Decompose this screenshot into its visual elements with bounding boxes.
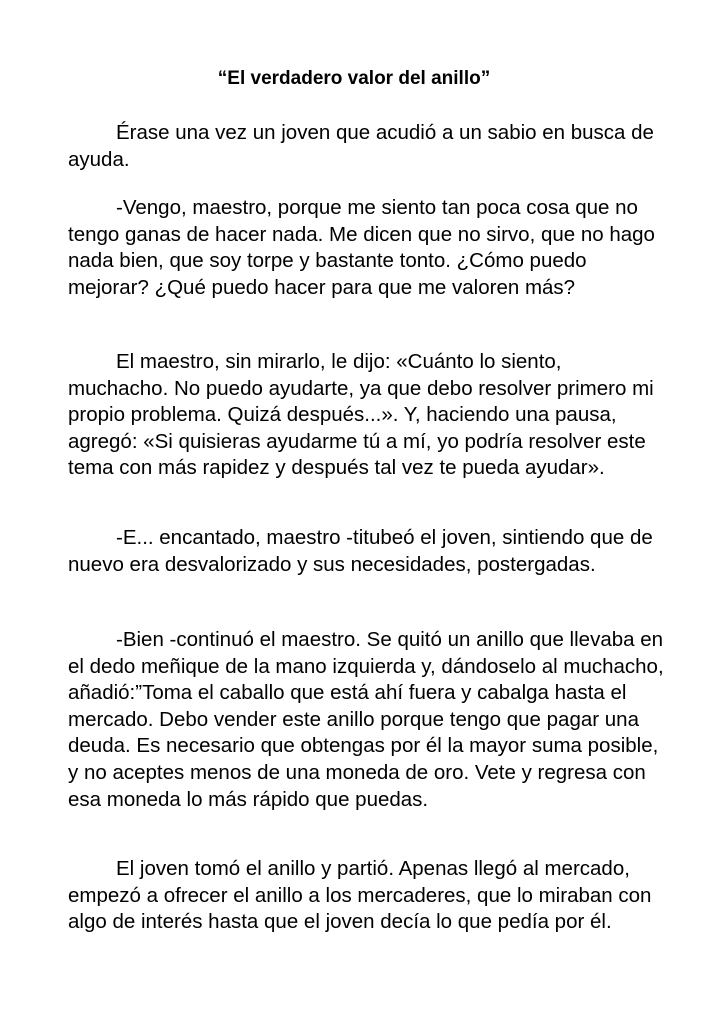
document-title: “El verdadero valor del anillo” xyxy=(217,68,491,89)
paragraph-young-man-agrees: -E... encantado, maestro -titubeó el joven, sintiendo que de nuevo era desvalorizado y sus necesidades, postergadas. xyxy=(68,526,653,576)
paragraph-master-reply: El maestro, sin mirarlo, le dijo: «Cuánto lo siento, muchacho. No puedo ayudarte, ya que debo resolver primero mi propio problema. Quizá después...». Y, haciendo una pausa, agregó: «Si quisieras ayudarme tú a mí, yo podría resolver este tema con más rapidez y después tal vez te pueda ayudar». xyxy=(68,350,654,480)
paragraph-market: El joven tomó el anillo y partió. Apenas llegó al mercado, empezó a ofrecer el anillo a los mercaderes, que lo miraban con algo de interés hasta que el joven decía lo que pedía por él. xyxy=(68,857,652,934)
paragraph-intro: Érase una vez un joven que acudió a un sabio en busca de ayuda. xyxy=(68,121,654,171)
paragraph-young-man-plea: -Vengo, maestro, porque me siento tan poca cosa que no tengo ganas de hacer nada. Me dicen que no sirvo, que no hago nada bien, que soy torpe y bastante tonto. ¿Cómo puedo mejorar? ¿Qué puedo hacer para que me valoren más? xyxy=(68,196,655,299)
paragraph-ring-task: -Bien -continuó el maestro. Se quitó un anillo que llevaba en el dedo meñique de la mano izquierda y, dándoselo al muchacho, añadió:”Toma el caballo que está ahí fuera y cabalga hasta el mercado. Debo vender este anillo porque tengo que pagar una deuda. Es necesario que obtengas por él la mayor suma posible, y no aceptes menos de una moneda de oro. Vete y regresa con esa moneda lo más rápido que puedas. xyxy=(68,628,664,811)
